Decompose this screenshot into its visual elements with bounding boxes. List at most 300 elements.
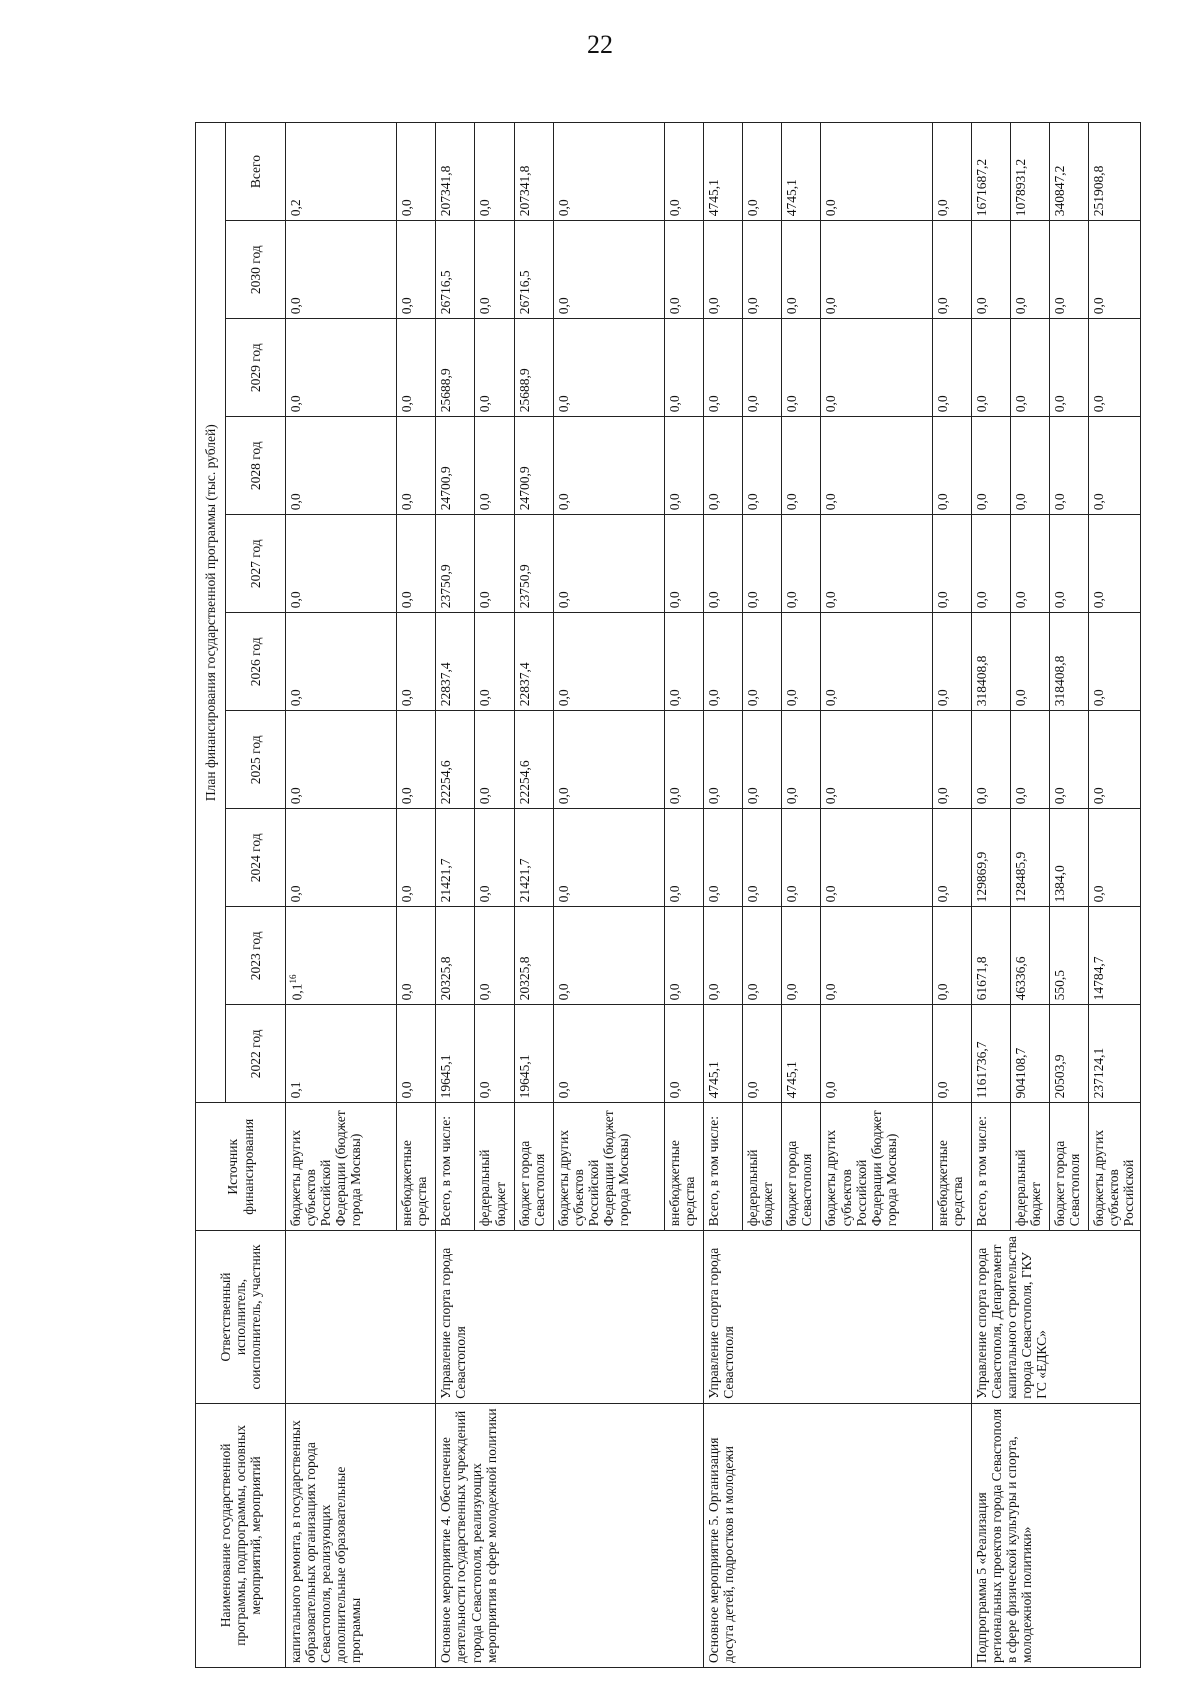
year-value-cell [782,809,821,907]
value-text: 318408,8 [973,655,989,707]
funding-source-cell: внебюджетные средства [932,1103,971,1231]
year-value-cell [436,1005,475,1103]
rotated-table-container [195,122,1141,1668]
year-value-cell [397,319,436,417]
value-text: 0,0 [477,787,493,805]
value-text: 0,0 [666,591,682,609]
header-year-2024: 2024 год [226,809,286,907]
total-value-cell [821,123,932,221]
value-text: 904108,7 [1012,1047,1028,1099]
value-text: 0,0 [477,493,493,511]
year-value-cell [932,907,971,1005]
header-year-2030: 2030 год [226,221,286,319]
year-value-cell [1089,1005,1141,1103]
funding-source-cell: Всего, в том числе: [971,1103,1010,1231]
year-value-cell [782,907,821,1005]
year-value-cell [704,319,743,417]
table-body [286,123,1141,1668]
value-text: 0,0 [477,199,493,217]
year-value-cell [704,1005,743,1103]
year-value-cell [971,613,1010,711]
value-text: 0,0 [973,493,989,511]
value-text: 0,0 [1012,395,1028,413]
year-value-cell [286,613,397,711]
value-text: 1671687,2 [973,158,989,217]
total-value-cell [514,123,553,221]
header-plan-title: План финансирования государственной программы (тыс. рублей) [196,123,226,1103]
year-value-cell [1049,319,1088,417]
year-value-cell [821,809,932,907]
year-value-cell [664,907,703,1005]
year-value-cell [397,221,436,319]
year-value-cell [782,515,821,613]
year-value-cell [971,1005,1010,1103]
value-text: 23750,9 [438,564,454,609]
header-year-2022: 2022 год [226,1005,286,1103]
value-text: 0,0 [399,199,415,217]
year-value-cell [704,809,743,907]
year-value-cell [553,613,664,711]
table-row [286,123,397,1668]
value-text: 0,0 [1091,885,1107,903]
value-text: 20325,8 [516,956,532,1001]
value-text: 251908,8 [1091,165,1107,217]
year-value-cell [932,319,971,417]
value-text: 0,0 [784,493,800,511]
year-value-cell [1010,711,1049,809]
value-text: 0,0 [745,885,761,903]
year-value-cell [475,221,514,319]
year-value-cell [475,1005,514,1103]
year-value-cell [1010,907,1049,1005]
year-value-cell [971,809,1010,907]
value-text: 128485,9 [1012,851,1028,903]
header-year-2029: 2029 год [226,319,286,417]
year-value-cell [743,613,782,711]
value-text: 0,0 [399,395,415,413]
value-text: 0,0 [706,395,722,413]
value-text: 0,0 [666,395,682,413]
year-value-cell [475,319,514,417]
year-value-cell [553,907,664,1005]
year-value-cell [704,613,743,711]
year-value-cell [1049,221,1088,319]
year-value-cell [821,221,932,319]
value-text: 4745,1 [706,179,722,217]
table-row [436,123,475,1668]
value-text: 0,0 [666,689,682,707]
year-value-cell [553,319,664,417]
footnote-marker: 16 [288,974,298,984]
value-text: 0,0 [823,591,839,609]
year-value-cell [514,613,553,711]
year-value-cell [971,417,1010,515]
year-value-cell [704,417,743,515]
value-text: 0,0 [555,395,571,413]
value-text: 0,0 [477,591,493,609]
value-text: 0,0 [666,493,682,511]
year-value-cell [971,515,1010,613]
year-value-cell [1049,515,1088,613]
value-text: 0,0 [745,787,761,805]
value-text: 0,0 [1051,493,1067,511]
value-text: 0,0 [823,297,839,315]
year-value-cell [782,221,821,319]
value-text: 0,0 [745,1081,761,1099]
funding-source-cell: Всего, в том числе: [704,1103,743,1231]
funding-source-cell: внебюджетные средства [397,1103,436,1231]
year-value-cell [1049,613,1088,711]
year-value-cell [743,417,782,515]
year-value-cell [553,515,664,613]
year-value-cell [514,711,553,809]
value-text: 0,0 [823,787,839,805]
year-value-cell [397,809,436,907]
year-value-cell [704,221,743,319]
value-text: 26716,5 [516,270,532,315]
value-text: 25688,9 [438,368,454,413]
year-value-cell [782,417,821,515]
year-value-cell [704,711,743,809]
value-text: 0,0 [399,493,415,511]
year-value-cell [782,319,821,417]
value-text: 0,0 [784,689,800,707]
year-value-cell [436,417,475,515]
value-text: 24700,9 [516,466,532,511]
header-year-2026: 2026 год [226,613,286,711]
value-text: 0,0 [973,297,989,315]
year-value-cell [436,907,475,1005]
value-text: 0,0 [934,885,950,903]
year-value-cell [1010,319,1049,417]
value-text: 0,0 [477,983,493,1001]
year-value-cell [932,515,971,613]
value-text: 0,0 [706,885,722,903]
value-text: 0,0 [666,1081,682,1099]
value-text: 0,0 [399,591,415,609]
value-text: 0,0 [745,689,761,707]
year-value-cell [1089,613,1141,711]
value-text: 46336,6 [1012,956,1028,1001]
funding-source-cell: бюджет города Севастополя [514,1103,553,1231]
value-text: 0,0 [823,885,839,903]
funding-source-cell: бюджеты других субъектов Российской Федерации (бюджет города Москвы) [553,1103,664,1231]
value-text: 0,0 [973,395,989,413]
value-text: 0,0 [823,493,839,511]
header-executor: Ответственный исполнитель, соисполнитель, участник [196,1231,286,1404]
value-text: 0,0 [399,689,415,707]
year-value-cell [475,515,514,613]
value-text: 22837,4 [438,662,454,707]
value-text: 22837,4 [516,662,532,707]
year-value-cell [743,221,782,319]
year-value-cell [553,711,664,809]
year-value-cell [743,319,782,417]
value-text: 0,0 [1051,297,1067,315]
year-value-cell [514,1005,553,1103]
year-value-cell [782,1005,821,1103]
year-value-cell [514,515,553,613]
value-text: 0,0 [666,199,682,217]
year-value-cell [704,907,743,1005]
year-value-cell [1089,515,1141,613]
value-text: 0,0 [745,297,761,315]
year-value-cell [704,515,743,613]
value-text: 0,0 [706,493,722,511]
value-text: 22254,6 [438,760,454,805]
year-value-cell [514,319,553,417]
year-value-cell [1089,711,1141,809]
total-value-cell [286,123,397,221]
table-row [704,123,743,1668]
year-value-cell [743,711,782,809]
year-value-cell [475,711,514,809]
year-value-cell [514,417,553,515]
year-value-cell [932,417,971,515]
value-text: 550,5 [1051,969,1067,1001]
value-text: 0,0 [934,395,950,413]
value-text: 0,0 [1091,689,1107,707]
total-value-cell [397,123,436,221]
total-value-cell [436,123,475,221]
value-text: 0,0 [1012,493,1028,511]
value-text: 0,0 [934,1081,950,1099]
year-value-cell [286,1005,397,1103]
value-text: 0,0 [1091,297,1107,315]
value-text: 24700,9 [438,466,454,511]
value-text: 61671,8 [973,956,989,1001]
value-text: 1384,0 [1051,865,1067,903]
year-value-cell [1049,711,1088,809]
value-text: 0,0 [784,983,800,1001]
year-value-cell [397,515,436,613]
value-text: 0,0 [1051,787,1067,805]
year-value-cell [514,221,553,319]
year-value-cell [1089,907,1141,1005]
year-value-cell [782,613,821,711]
year-value-cell [782,711,821,809]
program-name-cell: Основное мероприятие 4. Обеспечение деятельности государственных учреждений города Севастополя, реализующих мероприятия в сфере молодежной политики [436,1403,704,1667]
value-text: 0,0 [288,493,303,511]
year-value-cell [1010,1005,1049,1103]
value-text: 0,0 [745,395,761,413]
value-text: 0,0 [288,297,303,315]
value-text: 0,0 [784,395,800,413]
year-value-cell [821,417,932,515]
value-text: 0,0 [666,297,682,315]
year-value-cell [286,221,397,319]
year-value-cell [286,417,397,515]
value-text: 0,0 [823,199,839,217]
executor-cell: Управление спорта города Севастополя [704,1231,972,1404]
funding-source-cell: федеральный бюджет [475,1103,514,1231]
value-text: 0,0 [666,885,682,903]
value-text: 0,0 [823,395,839,413]
year-value-cell [821,319,932,417]
funding-source-cell: бюджеты других субъектов Российской Федерации (бюджет города Москвы) [286,1103,397,1231]
value-text: 0,0 [555,1081,571,1099]
value-text: 318408,8 [1051,655,1067,707]
value-text: 0,0 [706,983,722,1001]
value-text: 0,0 [1091,493,1107,511]
value-text: 0,0 [823,1081,839,1099]
value-text: 0,0 [399,983,415,1001]
year-value-cell [436,221,475,319]
value-text: 23750,9 [516,564,532,609]
value-text: 0,0 [477,885,493,903]
year-value-cell [664,319,703,417]
value-text: 0,0 [745,199,761,217]
value-text: 0,0 [706,297,722,315]
year-value-cell [743,907,782,1005]
year-value-cell [475,613,514,711]
year-value-cell [821,515,932,613]
year-value-cell [553,809,664,907]
year-value-cell [664,221,703,319]
value-text: 0,0 [399,297,415,315]
value-text: 0,0 [1091,591,1107,609]
value-text: 0,0 [555,297,571,315]
total-value-cell [932,123,971,221]
year-value-cell [1049,417,1088,515]
funding-source-cell: внебюджетные средства [664,1103,703,1231]
year-value-cell [932,221,971,319]
value-text: 207341,8 [438,165,454,217]
year-value-cell [286,319,397,417]
value-text: 0,0 [666,983,682,1001]
year-value-cell [1049,907,1088,1005]
value-text: 0,0 [1012,689,1028,707]
executor-cell [286,1231,436,1404]
year-value-cell [971,319,1010,417]
value-text: 14784,7 [1091,956,1107,1001]
value-text: 237124,1 [1091,1047,1107,1099]
year-value-cell [1089,319,1141,417]
year-value-cell [932,1005,971,1103]
year-value-cell [821,1005,932,1103]
value-text: 0,1 [289,983,305,1001]
program-name-cell: Подпрограмма 5 «Реализация региональных проектов города Севастополя в сфере физической культуры и спорта, молодежной политики» [971,1403,1140,1667]
year-value-cell [436,809,475,907]
year-value-cell [286,711,397,809]
year-value-cell [821,711,932,809]
year-value-cell [1010,417,1049,515]
value-text: 1161736,7 [973,1041,989,1099]
executor-cell: Управление спорта города Севастополя [436,1231,704,1404]
funding-source-cell: бюджеты других субъектов Российской Федерации (бюджет города Москвы) [821,1103,932,1231]
year-value-cell [436,711,475,809]
value-text: 207341,8 [516,165,532,217]
total-value-cell [1049,123,1088,221]
value-text: 0,0 [1051,395,1067,413]
year-value-cell [553,221,664,319]
year-value-cell [971,711,1010,809]
executor-cell: Управление спорта города Севастополя, Департамент капитального строительства города Севастополя, ГКУ ГС «ЕДКС» [971,1231,1140,1404]
value-text: 22254,6 [516,760,532,805]
value-text: 0,0 [784,787,800,805]
total-value-cell [664,123,703,221]
value-text: 0,0 [399,885,415,903]
year-value-cell [821,613,932,711]
year-value-cell [514,907,553,1005]
year-value-cell [286,907,397,1005]
value-text: 0,0 [555,787,571,805]
total-value-cell [743,123,782,221]
year-value-cell [397,417,436,515]
value-text: 0,0 [288,689,303,707]
year-value-cell [553,417,664,515]
year-value-cell [475,809,514,907]
total-value-cell [1089,123,1141,221]
value-text: 0,0 [555,199,571,217]
year-value-cell [664,613,703,711]
value-text: 0,0 [784,885,800,903]
value-text: 0,0 [477,395,493,413]
total-value-cell [971,123,1010,221]
year-value-cell [1010,221,1049,319]
value-text: 0,0 [706,787,722,805]
value-text: 0,0 [1012,787,1028,805]
value-text: 19645,1 [516,1054,532,1099]
year-value-cell [743,515,782,613]
value-text: 0,0 [1091,395,1107,413]
value-text: 0,1 [288,1081,303,1099]
total-value-cell [782,123,821,221]
header-year-2027: 2027 год [226,515,286,613]
value-text: 1078931,2 [1012,158,1028,217]
year-value-cell [821,907,932,1005]
value-text: 0,0 [555,591,571,609]
year-value-cell [1010,809,1049,907]
year-value-cell [664,1005,703,1103]
value-text: 0,0 [745,983,761,1001]
value-text: 0,0 [706,689,722,707]
value-text: 0,0 [934,689,950,707]
year-value-cell [514,809,553,907]
header-source: Источник финансирования [196,1103,286,1231]
value-text: 0,0 [934,983,950,1001]
value-text: 4745,1 [784,179,800,217]
value-text: 0,0 [399,1081,415,1099]
total-value-cell [475,123,514,221]
year-value-cell [664,417,703,515]
year-value-cell [397,1005,436,1103]
value-text: 0,0 [1091,787,1107,805]
value-text: 0,0 [477,1081,493,1099]
year-value-cell [743,809,782,907]
value-text: 0,0 [934,787,950,805]
value-text: 19645,1 [438,1054,454,1099]
value-text: 0,0 [745,493,761,511]
value-text: 4745,1 [784,1061,800,1099]
value-text: 0,0 [477,297,493,315]
year-value-cell [932,809,971,907]
year-value-cell [1049,1005,1088,1103]
value-text: 4745,1 [706,1061,722,1099]
year-value-cell [475,907,514,1005]
value-text: 0,0 [555,885,571,903]
total-value-cell [1010,123,1049,221]
funding-source-cell: федеральный бюджет [1010,1103,1049,1231]
value-text: 0,0 [934,591,950,609]
value-text: 0,0 [1012,297,1028,315]
value-text: 0,0 [934,297,950,315]
value-text: 0,0 [288,787,303,805]
year-value-cell [1089,417,1141,515]
value-text: 21421,7 [438,858,454,903]
value-text: 21421,7 [516,858,532,903]
value-text: 25688,9 [516,368,532,413]
